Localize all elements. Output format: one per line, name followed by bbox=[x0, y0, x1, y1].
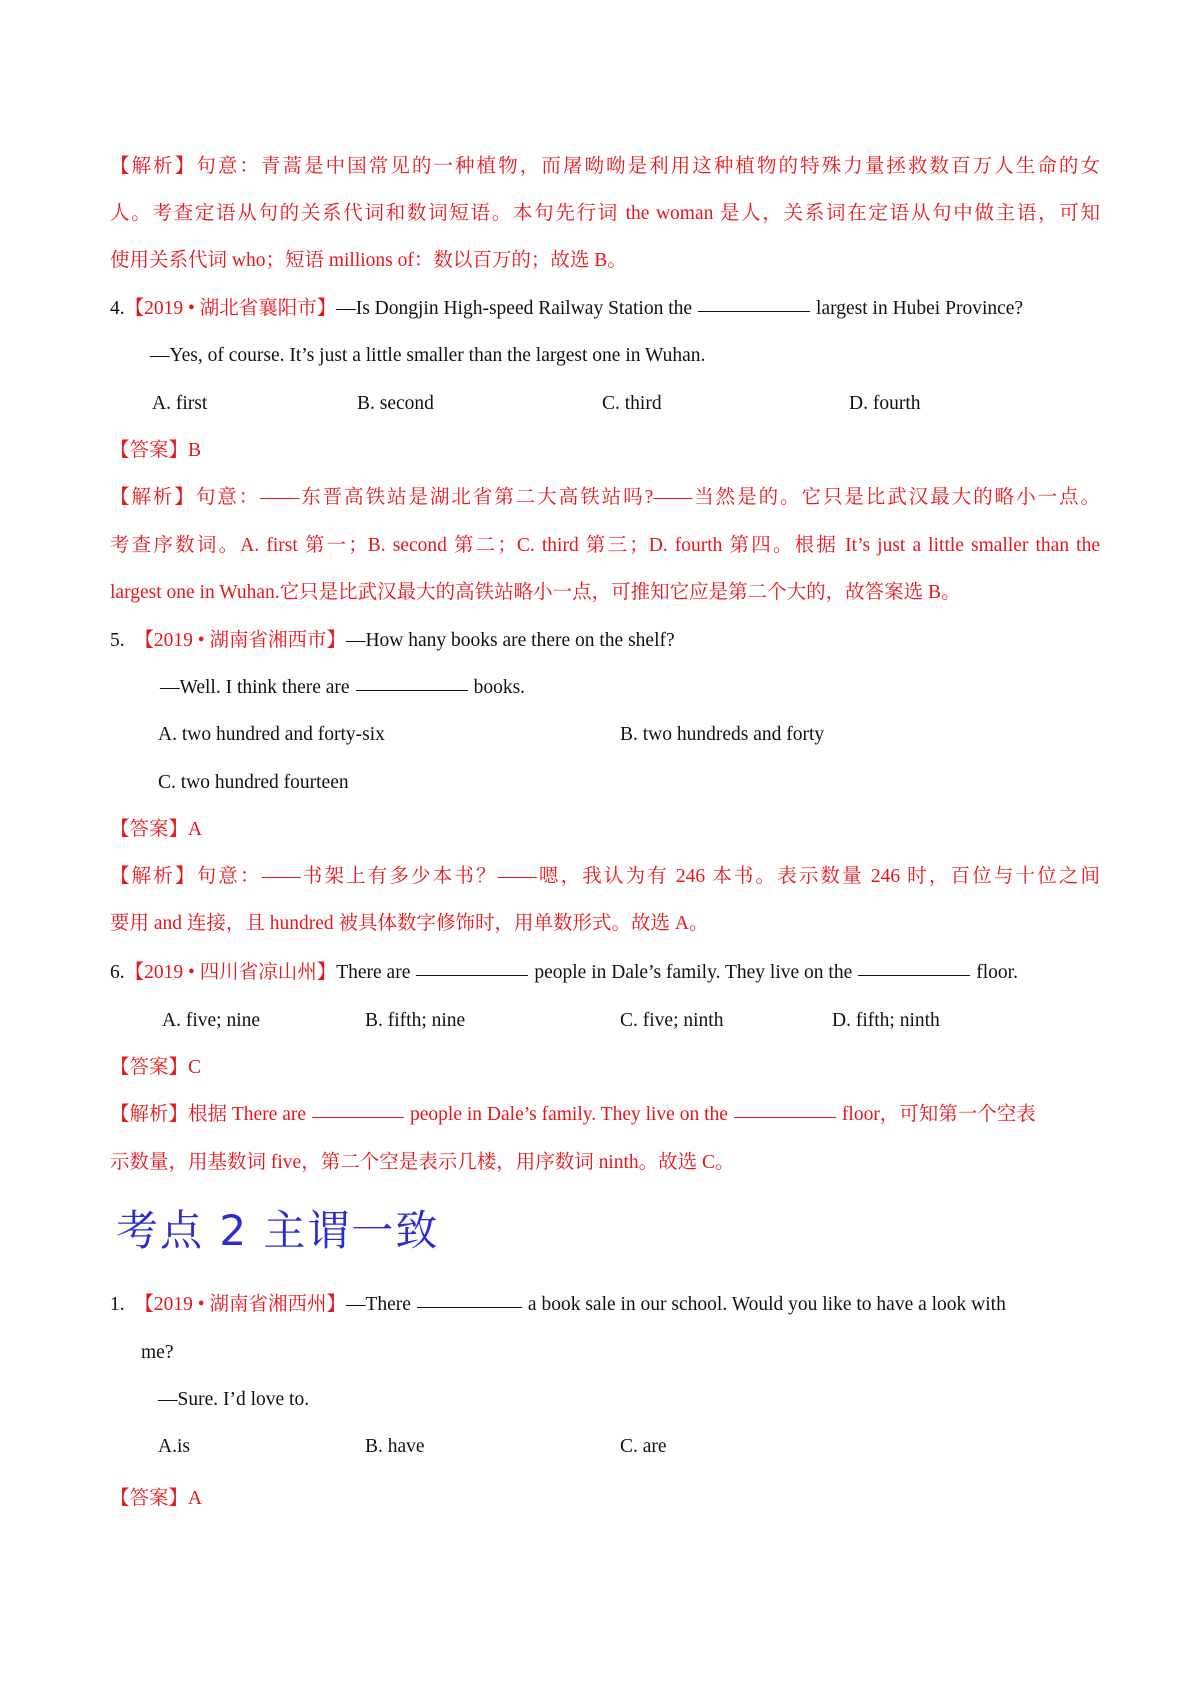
q5-stem-text: —How hany books are there on the shelf? bbox=[345, 630, 675, 651]
s2q1-stem bbox=[110, 1292, 1100, 1318]
q4-option-b[interactable]: B. second bbox=[357, 393, 434, 414]
s2q1-option-b[interactable]: B. have bbox=[365, 1436, 425, 1457]
q4-option-c[interactable]: C. third bbox=[602, 393, 662, 414]
q5-source: 【2019 • 湖南省湘西市】 bbox=[134, 630, 346, 651]
s2q1-reply: —Sure. I’d love to. bbox=[158, 1389, 310, 1410]
q5-answer: 【答案】A bbox=[110, 819, 203, 840]
q5-stem bbox=[110, 628, 675, 654]
q6-analysis-b: people in Dale’s family. They live on the bbox=[410, 1104, 728, 1125]
q6-stem-c: floor. bbox=[976, 962, 1018, 983]
q6-stem bbox=[110, 960, 1100, 986]
q5-reply-b: books. bbox=[473, 677, 526, 698]
s2q1-stem-b: a book sale in our school. Would you like to have a look with bbox=[527, 1294, 1006, 1315]
q4-stem-a: —Is Dongjin High-speed Railway Station the bbox=[336, 298, 693, 319]
s2q1-source: 【2019 • 湖南省湘西州】 bbox=[134, 1294, 346, 1315]
q5-option-a[interactable]: A. two hundred and forty-six bbox=[158, 724, 385, 745]
q4-stem bbox=[110, 296, 1023, 322]
q4-analysis-line1: 【解析】句意：——东晋高铁站是湖北省第二大高铁站吗?——当然是的。它只是比武汉最大的略小一点。 bbox=[110, 487, 1100, 508]
q4-option-d[interactable]: D. fourth bbox=[849, 393, 921, 414]
q5-reply bbox=[160, 675, 525, 701]
s2q1-blank[interactable] bbox=[417, 1306, 522, 1308]
q3-analysis-line1: 【解析】句意：青蒿是中国常见的一种植物，而屠呦呦是利用这种植物的特殊力量拯救数百万人生命的女 bbox=[110, 156, 1100, 177]
q4-stem-b: largest in Hubei Province? bbox=[816, 298, 1024, 319]
q5-reply-a: —Well. I think there are bbox=[160, 677, 350, 698]
q4-number: 4. bbox=[110, 298, 125, 319]
q6-analysis-line2: 示数量，用基数词 five，第二个空是表示几楼，用序数词 ninth。故选 C。 bbox=[110, 1152, 735, 1173]
q6-option-a[interactable]: A. five; nine bbox=[162, 1010, 261, 1031]
q6-source: 【2019 • 四川省凉山州】 bbox=[124, 962, 337, 983]
q5-blank[interactable] bbox=[356, 689, 468, 691]
q5-number: 5. bbox=[110, 630, 125, 651]
q6-option-d[interactable]: D. fifth; ninth bbox=[832, 1010, 940, 1031]
s2q1-stem-a: —There bbox=[345, 1294, 411, 1315]
q6-analysis-a: 【解析】根据 There are bbox=[110, 1104, 307, 1125]
q3-analysis-line2: 人。考查定语从句的关系代词和数词短语。本句先行词 the woman 是人，关系词在定语从句中做主语，可知 bbox=[110, 203, 1100, 224]
q6-analysis-c: floor，可知第一个空表 bbox=[841, 1104, 1036, 1125]
s2q1-answer: 【答案】A bbox=[110, 1488, 203, 1509]
q4-analysis-line3: largest one in Wuhan.它只是比武汉最大的高铁站略小一点，可推知它应是第二个大的，故答案选 B。 bbox=[110, 582, 961, 603]
q6-analysis-line1 bbox=[110, 1102, 1100, 1128]
q6-blank-2[interactable] bbox=[858, 974, 970, 976]
s2q1-number: 1. bbox=[110, 1294, 125, 1315]
q5-analysis-line1: 【解析】句意：——书架上有多少本书？——嗯，我认为有 246 本书。表示数量 246 时，百位与十位之间 bbox=[110, 866, 1100, 887]
q6-stem-b: people in Dale’s family. They live on the bbox=[534, 962, 853, 983]
s2q1-option-c[interactable]: C. are bbox=[620, 1436, 667, 1457]
s2q1-stem-cont: me? bbox=[141, 1342, 174, 1363]
q6-option-c[interactable]: C. five; ninth bbox=[620, 1010, 724, 1031]
q4-source: 【2019 • 湖北省襄阳市】 bbox=[124, 298, 337, 319]
q6-stem-a: There are bbox=[336, 962, 411, 983]
q4-analysis-line2: 考查序数词。A. first 第一；B. second 第二；C. third 第三；D. fourth 第四。根据 It’s just a little smaller than the bbox=[110, 535, 1100, 556]
q6-number: 6. bbox=[110, 962, 125, 983]
q4-blank[interactable] bbox=[698, 310, 810, 312]
q4-option-a[interactable]: A. first bbox=[152, 393, 208, 414]
q4-reply: —Yes, of course. It’s just a little smaller than the largest one in Wuhan. bbox=[150, 345, 706, 366]
q6-analysis-blank-1 bbox=[312, 1116, 404, 1118]
q5-option-b[interactable]: B. two hundreds and forty bbox=[620, 724, 825, 745]
q4-answer: 【答案】B bbox=[110, 440, 202, 461]
q5-option-c[interactable]: C. two hundred fourteen bbox=[158, 772, 349, 793]
section-heading: 考点 2 主谓一致 bbox=[116, 1206, 440, 1255]
q6-answer: 【答案】C bbox=[110, 1057, 202, 1078]
q6-blank-1[interactable] bbox=[416, 974, 528, 976]
q3-analysis-line3: 使用关系代词 who；短语 millions of：数以百万的；故选 B。 bbox=[110, 250, 627, 271]
q5-analysis-line2: 要用 and 连接，且 hundred 被具体数字修饰时，用单数形式。故选 A。 bbox=[110, 913, 709, 934]
s2q1-option-a[interactable]: A.is bbox=[158, 1436, 190, 1457]
q6-analysis-blank-2 bbox=[734, 1116, 836, 1118]
q6-option-b[interactable]: B. fifth; nine bbox=[365, 1010, 466, 1031]
